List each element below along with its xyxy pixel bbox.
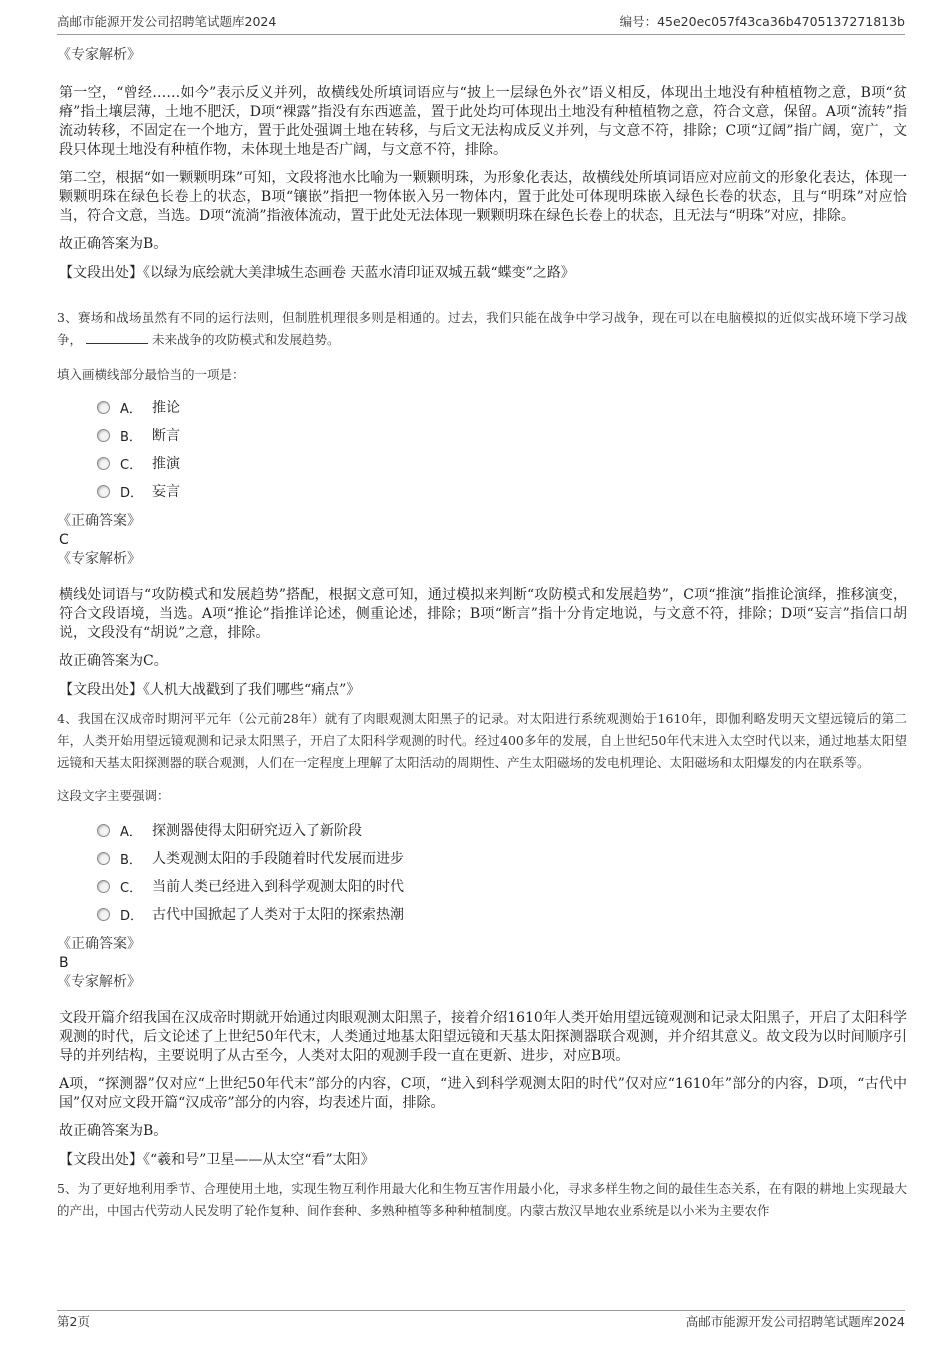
radio-button[interactable]: [97, 824, 110, 837]
question-3-option-d[interactable]: [97, 477, 907, 505]
option-text: 古代中国掀起了人类对于太阳的探索热潮: [152, 907, 404, 923]
option-letter: C．: [120, 880, 143, 896]
option-letter: D．: [120, 908, 144, 924]
q3-answer-label: 《正确答案》: [57, 513, 141, 529]
footer-title: 高邮市能源开发公司招聘笔试题库2024: [685, 1314, 905, 1329]
header-title: 高邮市能源开发公司招聘笔试题库2024: [57, 14, 277, 29]
question-4-option-b[interactable]: [97, 844, 907, 872]
question-3-option-a[interactable]: [97, 393, 907, 421]
question-4-option-a[interactable]: [97, 816, 907, 844]
question-3-text-a: 3、赛场和战场虽然有不同的运行法则，但制胜机理很多则是相通的。过去，我们只能在战争中学习战争，现在可以在电脑模拟的近似实战环境下学习战争，: [57, 310, 907, 347]
question-4-option-c[interactable]: [97, 872, 907, 900]
q3-answer: C: [59, 532, 69, 548]
q3-conclusion: 故正确答案为C。: [59, 653, 168, 669]
radio-button[interactable]: [97, 457, 110, 470]
question-3-option-c[interactable]: [97, 449, 907, 477]
option-letter: D．: [120, 485, 144, 501]
q4-answer: B: [59, 955, 69, 971]
q2-conclusion: 故正确答案为B。: [59, 236, 168, 252]
option-letter: B．: [120, 429, 142, 445]
q4-answer-label: 《正确答案》: [57, 936, 141, 952]
radio-button[interactable]: [97, 852, 110, 865]
q4-analysis-label: 《专家解析》: [57, 974, 141, 990]
question-3-text-b: 未来战争的攻防模式和发展趋势。: [152, 332, 340, 347]
radio-button[interactable]: [97, 485, 110, 498]
question-4-text: 4、我国在汉成帝时期河平元年（公元前28年）就有了肉眼观测太阳黑子的记录。对太阳进行系统观测始于1610年，即伽利略发明天文望远镜后的第二年，人类开始用望远镜观测和记录太阳黑子，开启了太阳科学观测的时代。经过400多年的发展，自上世纪50年代末进入太空时代以来，通过地基太阳望远镜和天基太阳探测器的联合观测，人们在一定程度上理解了太阳活动的周期性、产生太阳磁场的发电机理论、太阳磁场和太阳爆发的内在联系等。: [57, 711, 907, 770]
option-letter: A．: [120, 401, 142, 417]
page-number: 第2页: [57, 1314, 90, 1329]
q2-analysis-paragraph-1: 第一空，“曾经……如今”表示反义并列，故横线处所填词语应与“披上一层绿色外衣”语义相反，体现出土地没有种植植物之意，B项“贫瘠”指土壤层薄，土地不肥沃，D项“裸露”指没有东西遮盖，置于此处均可体现出土地没有种植植物之意，符合文意，保留。A项“流转”指流动转移，不固定在一个地方，置于此处强调土地在转移，与后文无法构成反义并列，与文意不符，排除；C项“辽阔”指广阔，宽广，文段只体现土地没有种植作物，未体现土地是否广阔，与文意不符，排除。: [59, 85, 907, 158]
q4-source: 【文段出处】《“羲和号”卫星——从太空“看”太阳》: [59, 1152, 375, 1168]
option-text: 当前人类已经进入到科学观测太阳的时代: [152, 879, 404, 895]
question-5-text: 5、为了更好地利用季节、合理使用土地，实现生物互利作用最大化和生物互害作用最小化，寻求多样生物之间的最佳生态关系，在有限的耕地上实现最大的产出，中国古代劳动人民发明了轮作复种、间作套种、多熟种植等多种种植制度。内蒙古敖汉旱地农业系统是以小米为主要农作: [57, 1181, 907, 1218]
q4-analysis-paragraph-1: 文段开篇介绍我国在汉成帝时期就开始通过肉眼观测太阳黑子，接着介绍1610年人类开始用望远镜观测和记录太阳黑子，开启了太阳科学观测的时代，后文论述了上世纪50年代末，人类通过地基太阳望远镜和天基太阳探测器联合观测，并介绍其意义。故文段为以时间顺序引导的并列结构，主要说明了从古至今，人类对太阳的观测手段一直在更新、进步，对应B项。: [59, 1010, 907, 1064]
question-3-text: [57, 307, 907, 351]
q2-analysis-label: 《专家解析》: [57, 47, 141, 63]
q3-analysis-label: 《专家解析》: [57, 551, 141, 567]
page-footer: [57, 1310, 905, 1333]
q3-source: 【文段出处】《人机大战戳到了我们哪些“痛点”》: [59, 682, 361, 698]
option-text: 断言: [152, 428, 180, 444]
option-letter: C．: [120, 457, 143, 473]
option-text: 人类观测太阳的手段随着时代发展而进步: [152, 851, 404, 867]
q2-source: 【文段出处】《以绿为底绘就大美津城生态画卷 天蓝水清印证双城五载“蝶变”之路》: [59, 265, 575, 281]
q3-analysis-paragraph: 横线处词语与“攻防模式和发展趋势”搭配，根据文意可知，通过模拟来判断“攻防模式和发展趋势”，C项“推演”指推论演绎，推移演变，符合文段语境，当选。A项“推论”指推详论述，侧重论述，排除；B项“断言”指十分肯定地说，与文意不符，排除；D项“妄言”指信口胡说，文段没有“胡说”之意，排除。: [59, 587, 907, 641]
radio-button[interactable]: [97, 401, 110, 414]
header-document-id: 编号：45e20ec057f43ca36b4705137271813b: [619, 14, 905, 29]
radio-button[interactable]: [97, 908, 110, 921]
q4-analysis-paragraph-2: A项，“探测器”仅对应“上世纪50年代末”部分的内容，C项，“进入到科学观测太阳的时代”仅对应“1610年”部分的内容，D项，“古代中国”仅对应文段开篇“汉成帝”部分的内容，均表述片面，排除。: [59, 1076, 907, 1111]
question-3-option-b[interactable]: [97, 421, 907, 449]
q4-conclusion: 故正确答案为B。: [59, 1123, 168, 1139]
option-text: 推论: [152, 400, 180, 416]
option-text: 妄言: [152, 484, 180, 500]
question-4-prompt: 这段文字主要强调：: [57, 788, 170, 803]
radio-button[interactable]: [97, 880, 110, 893]
question-3-prompt: 填入画横线部分最恰当的一项是：: [57, 367, 245, 382]
q2-analysis-paragraph-2: 第二空，根据“如一颗颗明珠”可知，文段将池水比喻为一颗颗明珠，为形象化表达，故横线处所填词语应对应前文的形象化表达，体现一颗颗明珠在绿色长卷上的状态，B项“镶嵌”指把一物体嵌入另一物体内，置于此处可体现明珠嵌入绿色长卷的状态，且与“明珠”对应恰当，符合文意，当选。D项“流淌”指液体流动，置于此处无法体现一颗颗明珠在绿色长卷上的状态，且无法与“明珠”对应，排除。: [59, 170, 907, 224]
question-4-options: [57, 816, 907, 928]
option-text: 推演: [152, 456, 180, 472]
option-text: 探测器使得太阳研究迈入了新阶段: [152, 823, 362, 839]
question-4-option-d[interactable]: [97, 900, 907, 928]
option-letter: B．: [120, 852, 142, 868]
option-letter: A．: [120, 824, 142, 840]
page-header: [57, 12, 905, 35]
radio-button[interactable]: [97, 429, 110, 442]
question-3-options: [57, 393, 907, 505]
page-content: [57, 40, 907, 1222]
fill-blank: [86, 331, 148, 344]
